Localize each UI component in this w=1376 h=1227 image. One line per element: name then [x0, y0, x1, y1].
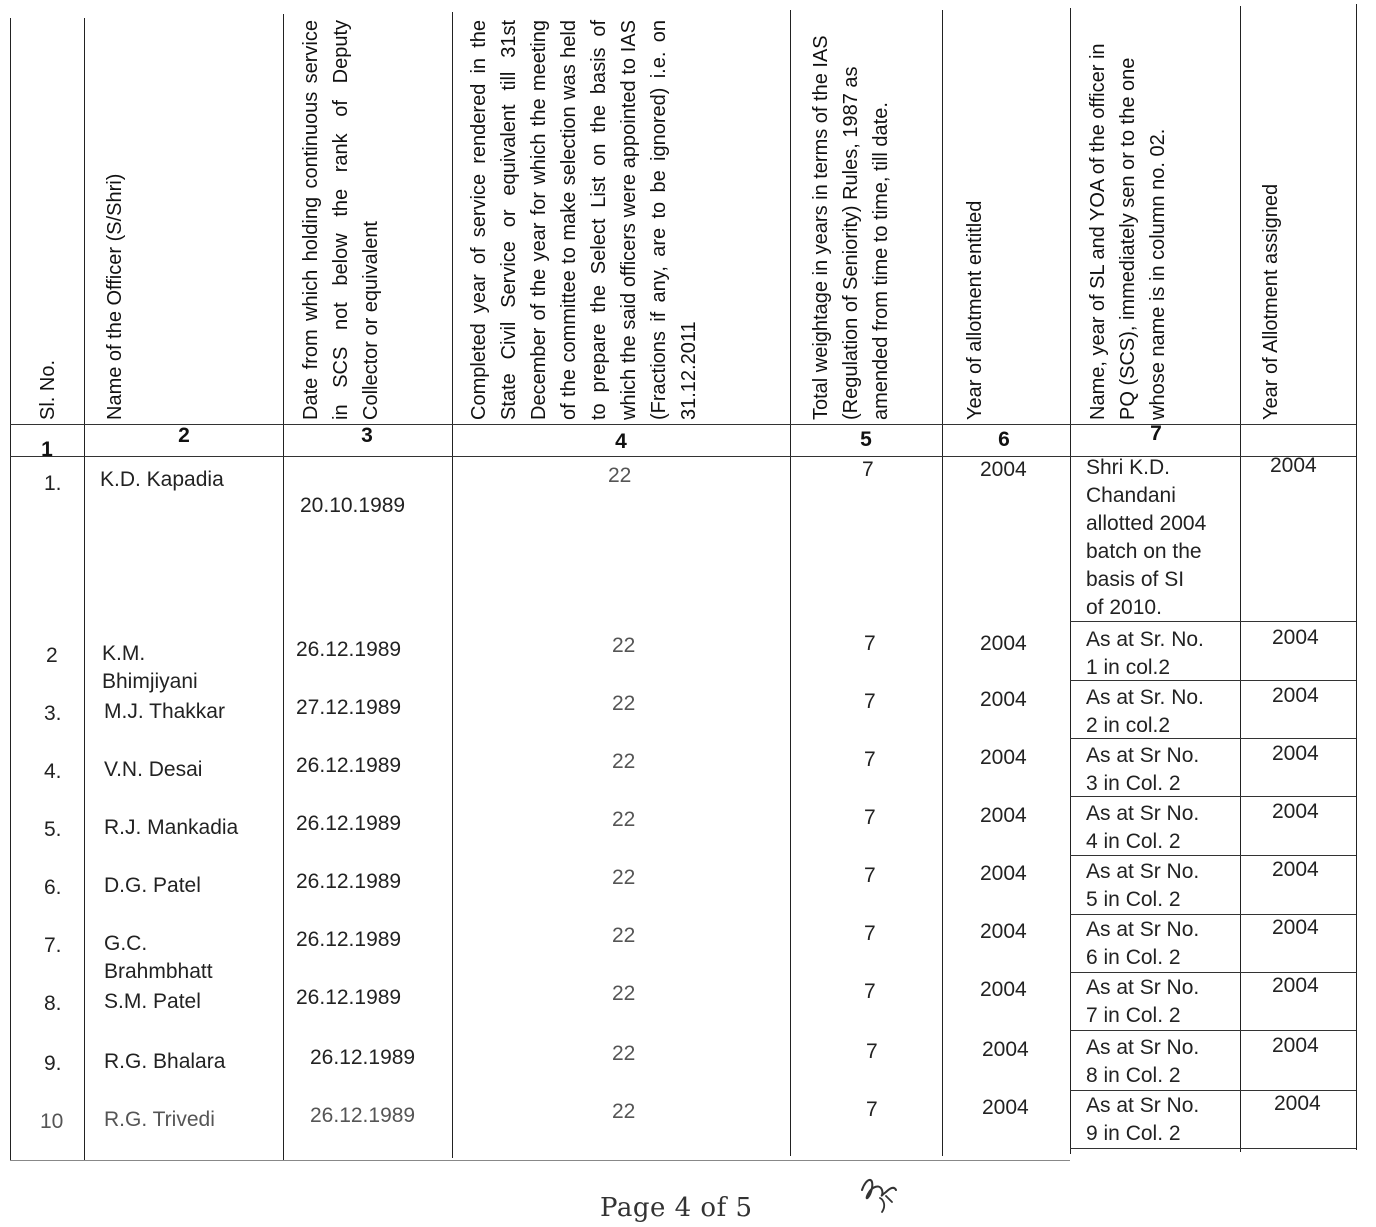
table-cell-assigned: 2004 — [1272, 742, 1319, 765]
table-cell-date: 26.12.1989 — [310, 1046, 416, 1069]
senior-line: As at Sr No. — [1086, 918, 1200, 941]
table-cell-sl: 7. — [44, 934, 62, 957]
table-cell-assigned: 2004 — [1272, 800, 1319, 823]
header-yoa-entitled: Year of allotment entitled — [964, 200, 986, 420]
table-cell-name: K.M. Bhimjiyani — [102, 642, 198, 693]
table-cell-senior — [1086, 916, 1236, 972]
table-cell-weightage: 7 — [864, 806, 876, 829]
table-cell-entitled: 2004 — [980, 862, 1027, 885]
table-cell-weightage: 7 — [866, 1040, 878, 1063]
senior-line: of 2010. — [1086, 596, 1162, 619]
table-cell-sl: 6. — [44, 876, 62, 899]
table-cell-entitled: 2004 — [980, 458, 1027, 481]
table-cell-senior — [1086, 454, 1236, 622]
table-cell-entitled: 2004 — [980, 978, 1027, 1001]
column-number: 2 — [178, 424, 190, 447]
table-cell-assigned: 2004 — [1272, 974, 1319, 997]
table-cell-assigned: 2004 — [1272, 916, 1319, 939]
senior-line: As at Sr No. — [1086, 1094, 1200, 1117]
header-sl-no: Sl. No. — [37, 359, 59, 420]
table-cell-sl: 1. — [44, 472, 62, 495]
senior-line: 1 in col.2 — [1086, 656, 1171, 679]
grid-line — [1070, 1148, 1356, 1149]
table-cell-date: 20.10.1989 — [300, 494, 406, 517]
table-cell-name: G.C. Brahmbhatt — [104, 932, 213, 983]
grid-line — [790, 10, 791, 1156]
table-cell-sl: 2 — [46, 644, 58, 667]
table-cell-weightage: 7 — [864, 864, 876, 887]
header-yoa-assigned: Year of Allotment assigned — [1260, 183, 1282, 420]
table-cell-name: R.J. Mankadia — [104, 816, 239, 839]
table-cell-senior — [1086, 1092, 1236, 1148]
table-cell-date: 27.12.1989 — [296, 696, 402, 719]
column-number: 5 — [860, 428, 872, 451]
grid-line — [1070, 1030, 1356, 1031]
table-cell-assigned: 2004 — [1272, 684, 1319, 707]
grid-line — [10, 1160, 1070, 1161]
senior-line: allotted 2004 — [1086, 512, 1207, 535]
table-cell-senior — [1086, 626, 1236, 682]
senior-line: 7 in Col. 2 — [1086, 1004, 1181, 1027]
senior-line: 3 in Col. 2 — [1086, 772, 1181, 795]
grid-line — [10, 18, 11, 1160]
table-cell-entitled: 2004 — [980, 804, 1027, 827]
table-cell-date: 26.12.1989 — [310, 1104, 416, 1127]
senior-line: Chandani — [1086, 484, 1176, 507]
table-cell-date: 26.12.1989 — [296, 870, 402, 893]
table-cell-weightage: 7 — [864, 922, 876, 945]
table-cell-weightage: 7 — [864, 980, 876, 1003]
table-cell-date: 26.12.1989 — [296, 928, 402, 951]
table-cell-weightage: 7 — [864, 690, 876, 713]
table-cell-senior — [1086, 1034, 1236, 1090]
table-cell-senior — [1086, 800, 1236, 856]
table-cell-years: 22 — [612, 750, 636, 773]
header-officer-name: Name of the Officer (S/Shri) — [104, 173, 126, 420]
table-cell-assigned: 2004 — [1272, 626, 1319, 649]
table-cell-name: R.G. Trivedi — [104, 1108, 215, 1131]
senior-line: 9 in Col. 2 — [1086, 1122, 1181, 1145]
grid-line — [942, 10, 943, 1156]
table-cell-years: 22 — [612, 866, 636, 889]
page-number: Page 4 of 5 — [600, 1193, 753, 1223]
column-number: 3 — [361, 424, 373, 447]
table-cell-entitled: 2004 — [980, 746, 1027, 769]
grid-line — [1240, 6, 1241, 1152]
table-cell-weightage: 7 — [862, 458, 874, 481]
table-cell-assigned: 2004 — [1270, 454, 1317, 477]
senior-line: As at Sr No. — [1086, 1036, 1200, 1059]
senior-line: As at Sr. No. — [1086, 686, 1204, 709]
senior-line: As at Sr No. — [1086, 976, 1200, 999]
table-cell-date: 26.12.1989 — [296, 812, 402, 835]
table-cell-years: 22 — [612, 808, 636, 831]
grid-line — [84, 18, 85, 1160]
grid-line — [452, 12, 453, 1158]
table-cell-entitled: 2004 — [980, 920, 1027, 943]
table-cell-name: R.G. Bhalara — [104, 1050, 226, 1073]
handwritten-initials — [856, 1168, 906, 1218]
senior-line: As at Sr No. — [1086, 860, 1200, 883]
column-number: 1 — [41, 438, 53, 461]
table-cell-date: 26.12.1989 — [296, 754, 402, 777]
table-cell-entitled: 2004 — [980, 688, 1027, 711]
table-cell-name: V.N. Desai — [104, 758, 203, 781]
table-cell-senior — [1086, 742, 1236, 798]
table-cell-name: K.D. Kapadia — [100, 468, 224, 491]
table-cell-date: 26.12.1989 — [296, 986, 402, 1009]
table-cell-sl: 4. — [44, 760, 62, 783]
table-cell-years: 22 — [612, 1100, 636, 1123]
table-cell-years: 22 — [612, 1042, 636, 1065]
table-cell-sl: 3. — [44, 702, 62, 725]
table-cell-name: M.J. Thakkar — [104, 700, 225, 723]
table-cell-weightage: 7 — [866, 1098, 878, 1121]
table-cell-assigned: 2004 — [1272, 858, 1319, 881]
senior-line: 4 in Col. 2 — [1086, 830, 1181, 853]
table-cell-entitled: 2004 — [980, 632, 1027, 655]
senior-line: Shri K.D. — [1086, 456, 1171, 479]
table-cell-years: 22 — [608, 464, 632, 487]
senior-line: 5 in Col. 2 — [1086, 888, 1181, 911]
senior-line: As at Sr. No. — [1086, 628, 1204, 651]
table-cell-senior — [1086, 684, 1236, 740]
header-date-continuous-service: Date from which holding continuous service in SCS not below the rank of Deputy Collector or equivalent — [300, 20, 382, 420]
table-cell-weightage: 7 — [864, 632, 876, 655]
table-cell-years: 22 — [612, 692, 636, 715]
table-cell-assigned: 2004 — [1272, 1034, 1319, 1057]
senior-line: basis of SI — [1086, 568, 1185, 591]
header-completed-years: Completed year of service rendered in the State Civil Service or equivalent till 31st December of the year for which the meeting of the committee to make selection was held to prepare the Select List on the basis of which the said officers were appointed to IAS (Fractions if any, are to be ignored) i.e. on 31.12.2011 — [468, 20, 700, 420]
senior-line: 2 in col.2 — [1086, 714, 1171, 737]
table-cell-sl: 8. — [44, 992, 62, 1015]
table-cell-name: S.M. Patel — [104, 990, 201, 1013]
senior-line: As at Sr No. — [1086, 802, 1200, 825]
table-cell-years: 22 — [612, 634, 636, 657]
table-cell-assigned: 2004 — [1274, 1092, 1321, 1115]
senior-line: batch on the — [1086, 540, 1202, 563]
table-cell-sl: 5. — [44, 818, 62, 841]
header-total-weightage: Total weightage in years in terms of the IAS (Regulation of Seniority) Rules, 1987 as amended from time to time, till date. — [810, 35, 892, 420]
table-cell-years: 22 — [612, 982, 636, 1005]
table-cell-date: 26.12.1989 — [296, 638, 402, 661]
table-cell-name: D.G. Patel — [104, 874, 201, 897]
table-cell-sl: 10 — [40, 1110, 64, 1133]
table-cell-sl: 9. — [44, 1052, 62, 1075]
table-cell-entitled: 2004 — [982, 1038, 1029, 1061]
table-cell-senior — [1086, 974, 1236, 1030]
grid-line — [1356, 4, 1357, 1150]
senior-line: As at Sr No. — [1086, 744, 1200, 767]
table-cell-weightage: 7 — [864, 748, 876, 771]
senior-line: 8 in Col. 2 — [1086, 1064, 1181, 1087]
senior-line: 6 in Col. 2 — [1086, 946, 1181, 969]
table-cell-years: 22 — [612, 924, 636, 947]
grid-line — [1070, 8, 1071, 1154]
column-number: 6 — [998, 428, 1010, 451]
header-senior-officer: Name, year of SL and YOA of the officer in PQ (SCS), immediately sen or to the one whose name is in column no. 02. — [1087, 43, 1169, 420]
table-cell-entitled: 2004 — [982, 1096, 1029, 1119]
table-cell-senior — [1086, 858, 1236, 914]
column-number: 7 — [1150, 422, 1162, 445]
column-number: 4 — [615, 430, 627, 453]
